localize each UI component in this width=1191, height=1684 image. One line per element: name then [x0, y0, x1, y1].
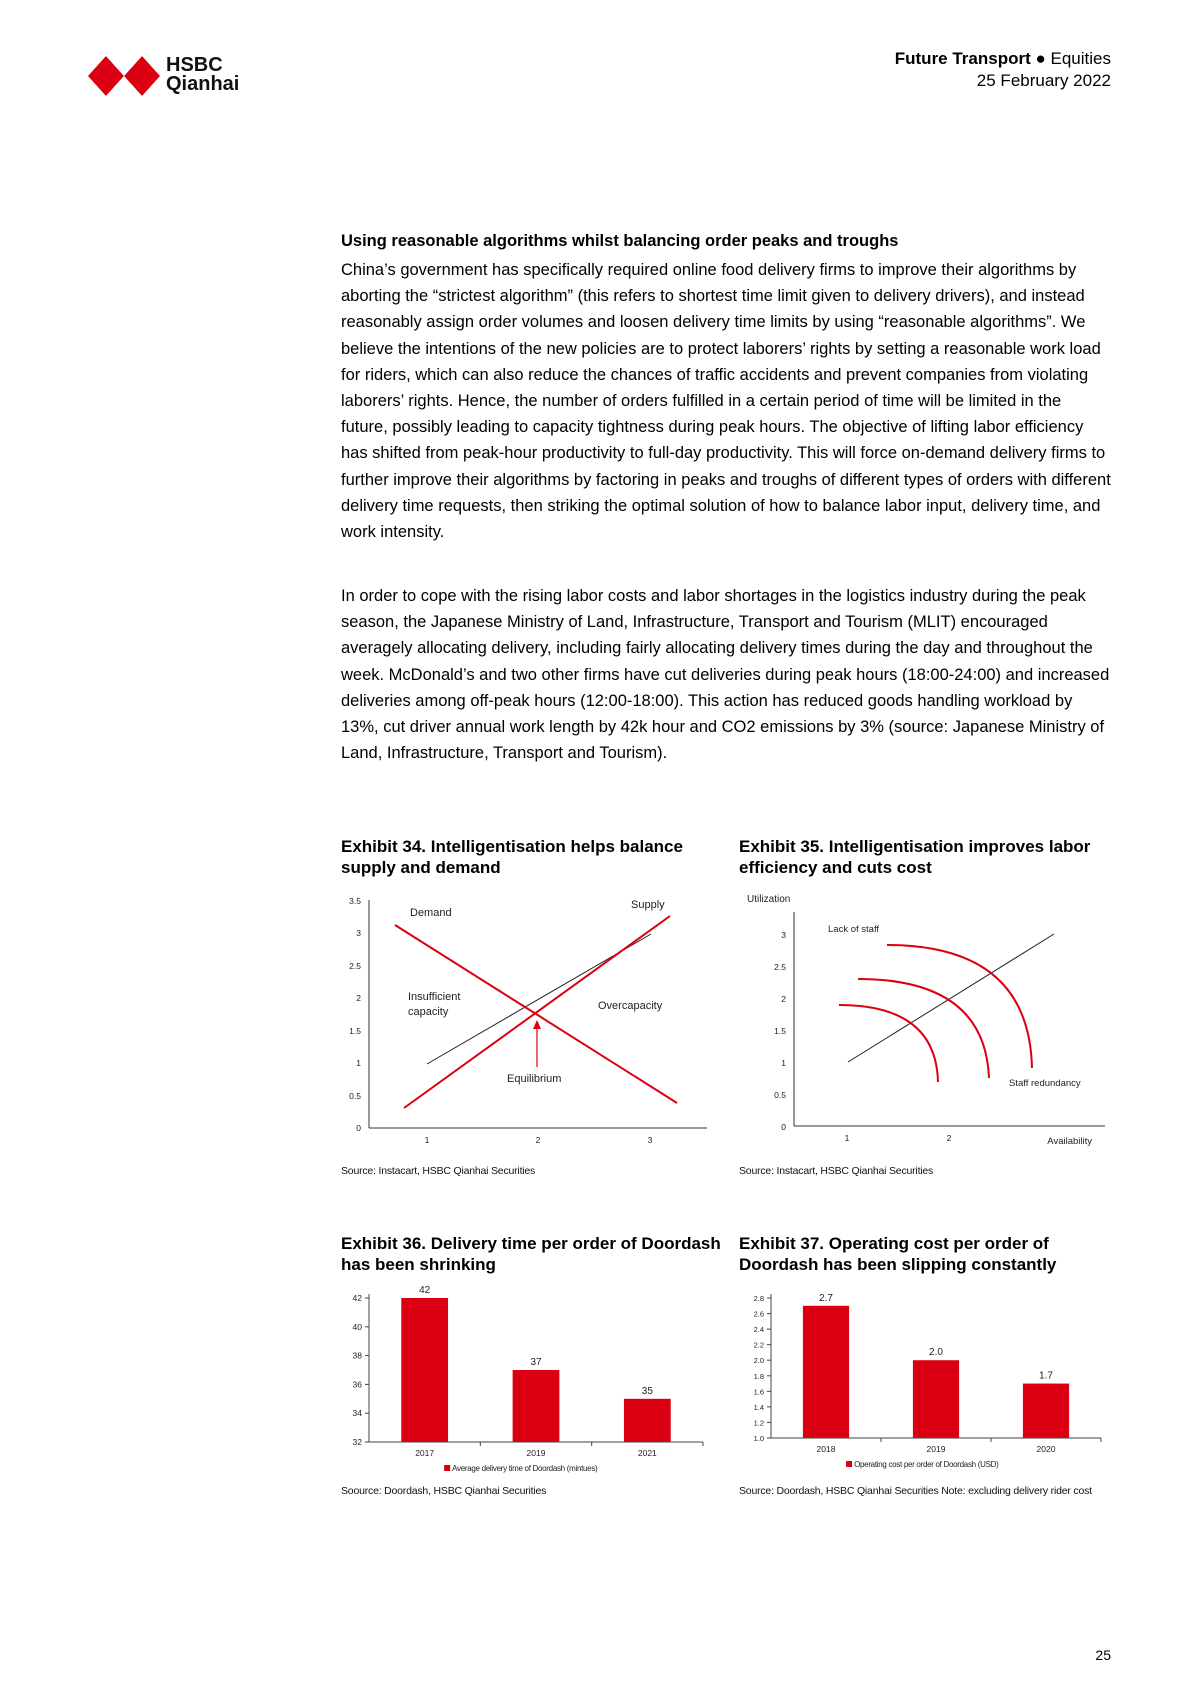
bar: [513, 1370, 560, 1442]
y-tick-label: 2.0: [753, 1356, 764, 1366]
exhibit-36-title: Exhibit 36. Delivery time per order of Doordash has been shrinking: [341, 1234, 721, 1274]
ex35-x-tick: 2: [946, 1133, 952, 1143]
exhibit-34-title: Exhibit 34. Intelligentisation helps balance supply and demand: [341, 837, 683, 877]
exhibit-37-source: Source: Doordash, HSBC Qianhai Securities Note: excluding delivery rider cost: [739, 1485, 1092, 1497]
ex35-y-tick: 2.5: [774, 962, 786, 972]
ex34-y-tick: 0.5: [349, 1091, 361, 1101]
bar: [401, 1298, 448, 1442]
ex35-y-tick: 1.5: [774, 1026, 786, 1036]
ex34-label-supply: Supply: [631, 899, 665, 911]
ex35-curve-outer: [887, 945, 1032, 1068]
ex34-y-tick: 0: [356, 1123, 361, 1133]
exhibit-37-chart: [739, 1280, 1119, 1480]
report-title: Future Transport: [894, 49, 1031, 68]
bar: [1023, 1384, 1069, 1438]
data-label: 35: [641, 1385, 653, 1397]
ex35-label-redundancy: Staff redundancy: [1009, 1078, 1081, 1089]
ex34-y-tick: 3.5: [349, 896, 361, 906]
exhibit-35-source: Source: Instacart, HSBC Qianhai Securities: [739, 1165, 934, 1177]
bar: [624, 1399, 671, 1442]
legend-swatch: [444, 1465, 450, 1471]
exhibit-36-source: Soource: Doordash, HSBC Qianhai Securities: [341, 1485, 547, 1497]
hsbc-logo: [88, 56, 248, 96]
legend: [444, 1464, 598, 1473]
ex34-label-demand: Demand: [410, 907, 452, 919]
ex34-label-insufficient: Insufficient: [408, 991, 461, 1003]
ex35-x-axis-title: Availability: [1047, 1136, 1092, 1147]
x-tick-label: 2020: [1036, 1444, 1056, 1454]
ex35-y-axis-title: Utilization: [747, 894, 791, 905]
exhibit-35-chart: [739, 890, 1119, 1160]
y-tick-label: 2.2: [753, 1340, 764, 1350]
ex34-y-tick: 2.5: [349, 961, 361, 971]
x-tick-label: 2017: [415, 1448, 435, 1458]
y-tick-label: 38: [352, 1350, 362, 1361]
ex35-label-lack: Lack of staff: [828, 924, 880, 935]
body-paragraph-2: In order to cope with the rising labor costs and labor shortages in the logistics industry during the peak season, the Japanese Ministry of Land, Infrastructure, Transport and Tourism (MLIT) encouraged averagely allocating delivery, including fairly allocating delivery times during the day and throughout the week. McDonald’s and two other firms have cut deliveries during peak hours (18:00-24:00) and increased deliveries among off-peak hours (12:00-18:00). This action has reduced goods handling workload by 13%, cut driver annual work length by 42k hour and CO2 emissions by 3% (source: Japanese Ministry of Land, Infrastructure, Transport and Tourism).: [341, 587, 1110, 763]
data-label: 1.7: [1039, 1370, 1053, 1382]
body-paragraph-1: China’s government has specifically required online food delivery firms to improve their algorithms by aborting the “strictest algorithm” (this refers to shortest time limit given to delivery drivers), and instead reasonably assign order volumes and loosen delivery time limits by using “reasonable algorithms”. We believe the intentions of the new policies are to protect laborers’ rights by setting a reasonable work load for riders, which can also reduce the chances of traffic accidents and prevent companies from violating laborers’ rights. Hence, the number of orders fulfilled in a certain period of time will be limited in the future, possibly leading to capacity tightness during peak hours. The objective of lifting labor efficiency has shifted from peak-hour productivity to full-day productivity. This will force on-demand delivery firms to further improve their algorithms by factoring in peaks and troughs of different types of orders with different delivery time requests, then striking the optimal solution of how to balance labor input, delivery time, and work intensity.: [341, 261, 1111, 542]
header-bullet: ●: [1035, 49, 1046, 68]
y-tick-label: 2.6: [753, 1309, 764, 1319]
y-tick-label: 40: [352, 1321, 362, 1332]
y-tick-label: 1.0: [753, 1434, 764, 1443]
x-tick-label: 2019: [526, 1448, 546, 1458]
page-header: [895, 48, 1111, 92]
ex34-x-tick: 3: [647, 1135, 653, 1145]
ex34-y-tick: 1: [356, 1058, 361, 1068]
ex34-y-tick: 2: [356, 993, 361, 1003]
ex35-curve-inner: [839, 1005, 938, 1082]
legend-label: Average delivery time of Doordash (mintues): [452, 1464, 598, 1473]
section-heading: Using reasonable algorithms whilst balancing order peaks and troughs: [341, 232, 899, 250]
ex35-curve-middle: [858, 979, 989, 1078]
exhibit-37-title: Exhibit 37. Operating cost per order of Doordash has been slipping constantly: [739, 1234, 1057, 1274]
y-tick-label: 36: [352, 1379, 362, 1390]
ex35-y-tick: 3: [781, 930, 786, 940]
y-tick-label: 42: [352, 1293, 362, 1303]
ex35-x-tick: 1: [844, 1133, 850, 1143]
ex34-label-overcapacity: Overcapacity: [598, 1000, 663, 1012]
y-tick-label: 32: [352, 1437, 362, 1447]
data-label: 2.7: [819, 1292, 833, 1304]
y-tick-label: 2.4: [753, 1325, 764, 1335]
ex35-y-tick: 1: [781, 1058, 786, 1068]
y-tick-label: 1.6: [753, 1387, 764, 1397]
x-tick-label: 2019: [926, 1444, 946, 1454]
ex34-y-tick: 3: [356, 928, 361, 938]
ex35-y-tick: 0: [781, 1122, 786, 1132]
ex34-x-tick: 1: [424, 1135, 430, 1145]
logo-line-1: HSBC: [166, 54, 223, 76]
logo-line-2: Qianhai: [166, 73, 240, 95]
data-label: 42: [419, 1285, 431, 1296]
page-number: 25: [1095, 1647, 1111, 1663]
ex34-label-equilibrium: Equilibrium: [507, 1073, 562, 1085]
exhibit-36-chart: [341, 1280, 721, 1480]
y-tick-label: 2.8: [753, 1294, 764, 1303]
ex34-y-tick: 1.5: [349, 1026, 361, 1036]
data-label: 2.0: [929, 1347, 943, 1359]
ex34-x-tick: 2: [535, 1135, 541, 1145]
legend-swatch: [846, 1461, 852, 1467]
report-section: Equities: [1050, 49, 1111, 68]
x-tick-label: 2021: [637, 1448, 657, 1458]
legend: [846, 1460, 999, 1469]
legend-label: Operating cost per order of Doordash (USD): [854, 1460, 999, 1469]
exhibit-34-chart: [341, 890, 721, 1160]
exhibit-34-source: Source: Instacart, HSBC Qianhai Securities: [341, 1165, 536, 1177]
ex35-y-tick: 0.5: [774, 1090, 786, 1100]
y-tick-label: 34: [352, 1408, 362, 1419]
bar: [803, 1306, 849, 1438]
exhibit-35-title: Exhibit 35. Intelligentisation improves labor efficiency and cuts cost: [739, 837, 1091, 877]
y-tick-label: 1.4: [753, 1402, 764, 1412]
x-tick-label: 2018: [816, 1444, 836, 1454]
report-date: 25 February 2022: [976, 71, 1111, 90]
bar: [913, 1360, 959, 1438]
y-tick-label: 1.8: [753, 1371, 764, 1381]
ex34-arrow-head: [533, 1020, 541, 1029]
data-label: 37: [530, 1357, 542, 1368]
y-tick-label: 1.2: [753, 1418, 764, 1428]
hsbc-hexagon-icon: [88, 56, 160, 96]
ex34-label-capacity: capacity: [408, 1006, 449, 1018]
ex35-y-tick: 2: [781, 994, 786, 1004]
